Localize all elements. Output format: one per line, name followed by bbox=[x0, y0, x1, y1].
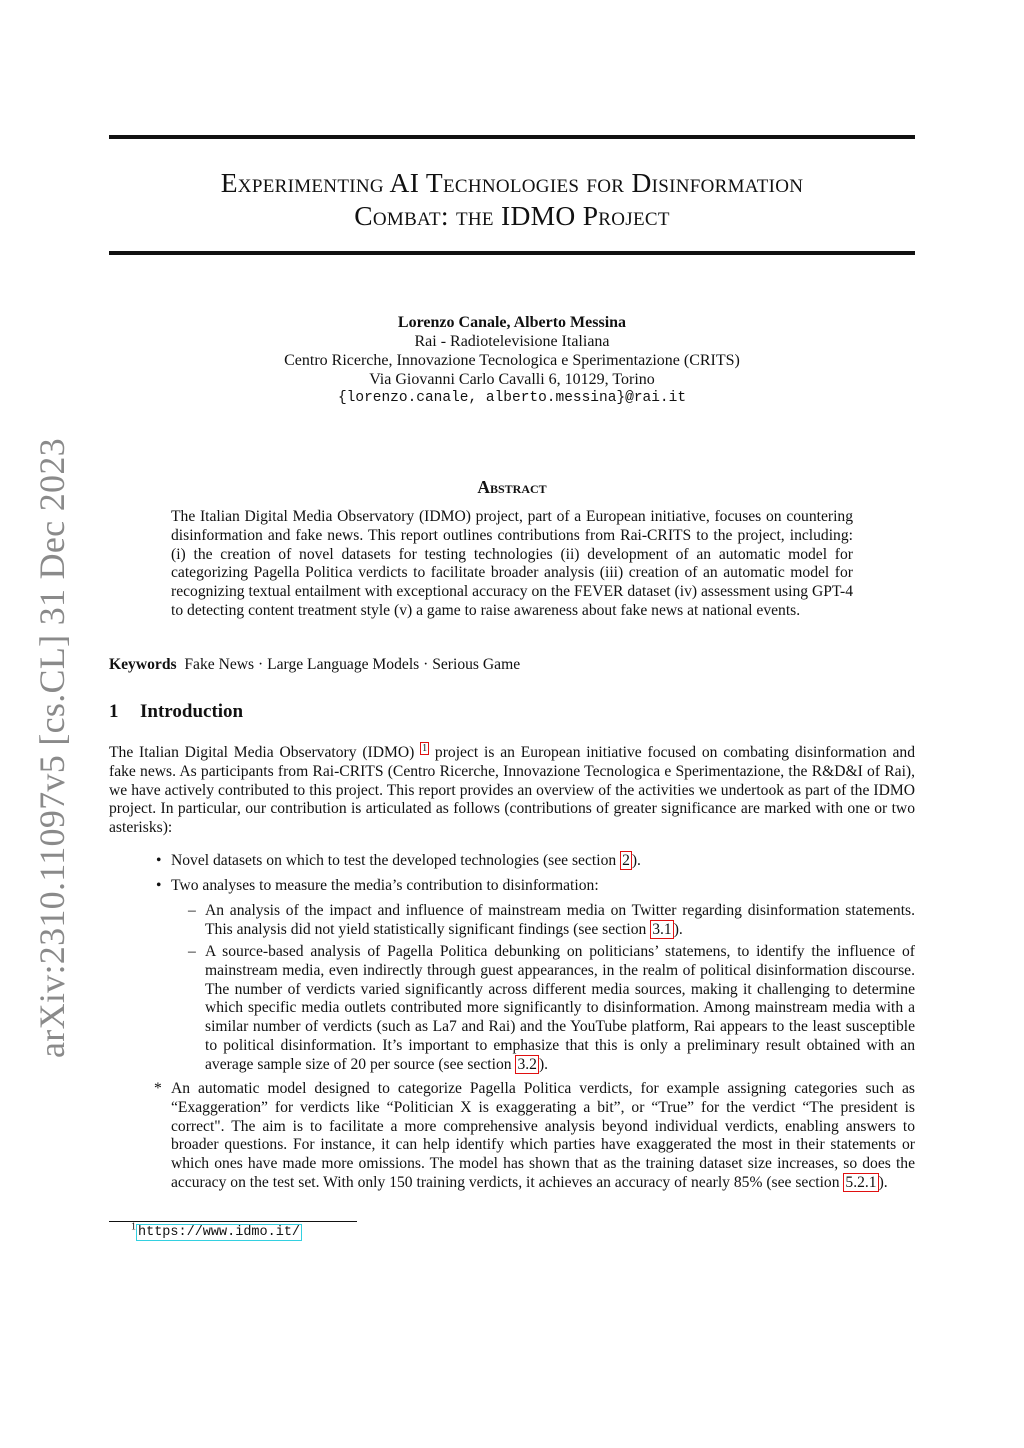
title-line-2: Combat: the IDMO Project bbox=[354, 200, 670, 231]
section-ref-link[interactable]: 3.2 bbox=[517, 1055, 537, 1073]
intro-text-2: project is an European initiative focused on combating disinformation and fake news. As participants from Rai-CRITS (Centro Ricerche, Innovazione Tecnologica e Sperimentazione, the R&D&I of Rai), we have actively contributed to this project. This report provides an overview of the activities we undertook as part of the IDMO project. In particular, our contribution is articulated as follows (contributions of greater significance are marked with one or two asterisks): bbox=[109, 744, 915, 837]
list-item: Two analyses to measure the media’s contribution to disinformation: bbox=[171, 877, 599, 894]
section-ref-link[interactable]: 3.1 bbox=[652, 920, 672, 938]
dash-marker: – bbox=[188, 943, 196, 960]
keywords-line bbox=[109, 656, 520, 674]
footnote-ref-link[interactable]: 1 bbox=[422, 742, 428, 754]
title-bottom-rule bbox=[109, 251, 915, 255]
keywords-label: Keywords bbox=[109, 656, 177, 673]
list-item-end: ). bbox=[631, 852, 641, 869]
title-top-rule bbox=[109, 135, 915, 139]
intro-paragraph bbox=[109, 744, 915, 838]
section-ref-link[interactable]: 2 bbox=[622, 852, 630, 869]
author-department: Centro Ricerche, Innovazione Tecnologica e Sperimentazione (CRITS) bbox=[284, 352, 740, 369]
bullet-marker: • bbox=[156, 877, 162, 894]
list-item bbox=[171, 852, 915, 871]
title-line-1: Experimenting AI Technologies for Disinformation bbox=[220, 167, 804, 198]
author-email: {lorenzo.canale, alberto.messina}@rai.it bbox=[337, 390, 687, 406]
list-item bbox=[171, 1080, 915, 1193]
list-item-text: A source-based analysis of Pagella Politica debunking on politicians’ statemens, to identify the influence of mainstream media, even indirectly through guest appearances, in the realm of political disinformation discourse. The number of verdicts varied significantly across different media sources, making it challenging to determine which specific media outlets contributed more significantly to disinformation. Among mainstream media with a similar number of verdicts (such as La7 and Rai) and the YouTube platform, Rai appears to the least susceptible to political disinformation. It’s important to emphasize that this is only a preliminary result obtained with an average sample size of 20 per source (see section bbox=[205, 943, 915, 1073]
keywords-text: Fake News · Large Language Models · Serious Game bbox=[184, 656, 521, 673]
list-item-end: ). bbox=[878, 1173, 888, 1191]
section-title: Introduction bbox=[140, 701, 244, 722]
list-item-text: An automatic model designed to categorize Pagella Politica verdicts, for example assigning categories such as “Exaggeration” for verdicts like “Politician X is exaggerating a bit”, or “True” for the verdict “The president is correct". The aim is to facilitate a more comprehensive analysis beyond individual verdicts, enabling answers to broader questions. For instance, it can help identify which parties have exaggerated the most in their statements or which ones have made more omissions. The model has shown that as the training dataset size increases, so does the accuracy on the test set. With only 150 training verdicts, it achieves an accuracy of nearly 85% (see section bbox=[171, 1080, 915, 1191]
footnote-mark: 1 bbox=[131, 1221, 136, 1233]
list-item bbox=[205, 902, 915, 940]
intro-text-1: The Italian Digital Media Observatory (IDMO) bbox=[109, 744, 415, 761]
abstract-heading: Abstract bbox=[477, 477, 547, 497]
list-item bbox=[205, 943, 915, 1075]
list-item-text: An analysis of the impact and influence of mainstream media on Twitter regarding disinformation statements. This analysis did not yield statistically significant findings (see section bbox=[205, 902, 915, 938]
footnote-divider bbox=[109, 1221, 357, 1222]
author-affiliation: Rai - Radiotelevisione Italiana bbox=[414, 333, 610, 350]
bullet-marker: • bbox=[156, 852, 162, 869]
abstract-text: The Italian Digital Media Observatory (IDMO) project, part of a European initiative, focuses on countering disinformation and fake news. This report outlines contributions from Rai-CRITS to the project, including: (i) the creation of novel datasets for testing technologies (ii) development of an automatic model for categorizing Pagella Politica verdicts to facilitate broader analysis (iii) creation of an automatic model for recognizing textual entailment with exceptional accuracy on the FEVER dataset (iv) assessment using GPT-4 to detecting content treatment style (v) a game to raise awareness about fake news at national events. bbox=[171, 508, 853, 619]
author-names: Lorenzo Canale, Alberto Messina bbox=[397, 314, 627, 331]
dash-marker: – bbox=[188, 902, 196, 919]
list-item-end: ). bbox=[538, 1055, 549, 1073]
list-item-text: Novel datasets on which to test the developed technologies (see section bbox=[171, 852, 621, 869]
section-ref-link[interactable]: 5.2.1 bbox=[845, 1173, 877, 1191]
asterisk-marker: * bbox=[154, 1080, 162, 1097]
author-block bbox=[109, 313, 915, 408]
section-heading bbox=[109, 701, 243, 723]
list-item-end: ). bbox=[673, 920, 683, 938]
arxiv-sidebar-stamp: arXiv:2310.11097v5 [cs.CL] 31 Dec 2023 bbox=[32, 438, 72, 1058]
section-number: 1 bbox=[109, 701, 119, 722]
paper-title bbox=[109, 166, 915, 232]
author-address: Via Giovanni Carlo Cavalli 6, 10129, Torino bbox=[369, 371, 655, 388]
footnote-url-link[interactable]: https://www.idmo.it/ bbox=[138, 1225, 301, 1240]
footnote bbox=[131, 1221, 302, 1240]
